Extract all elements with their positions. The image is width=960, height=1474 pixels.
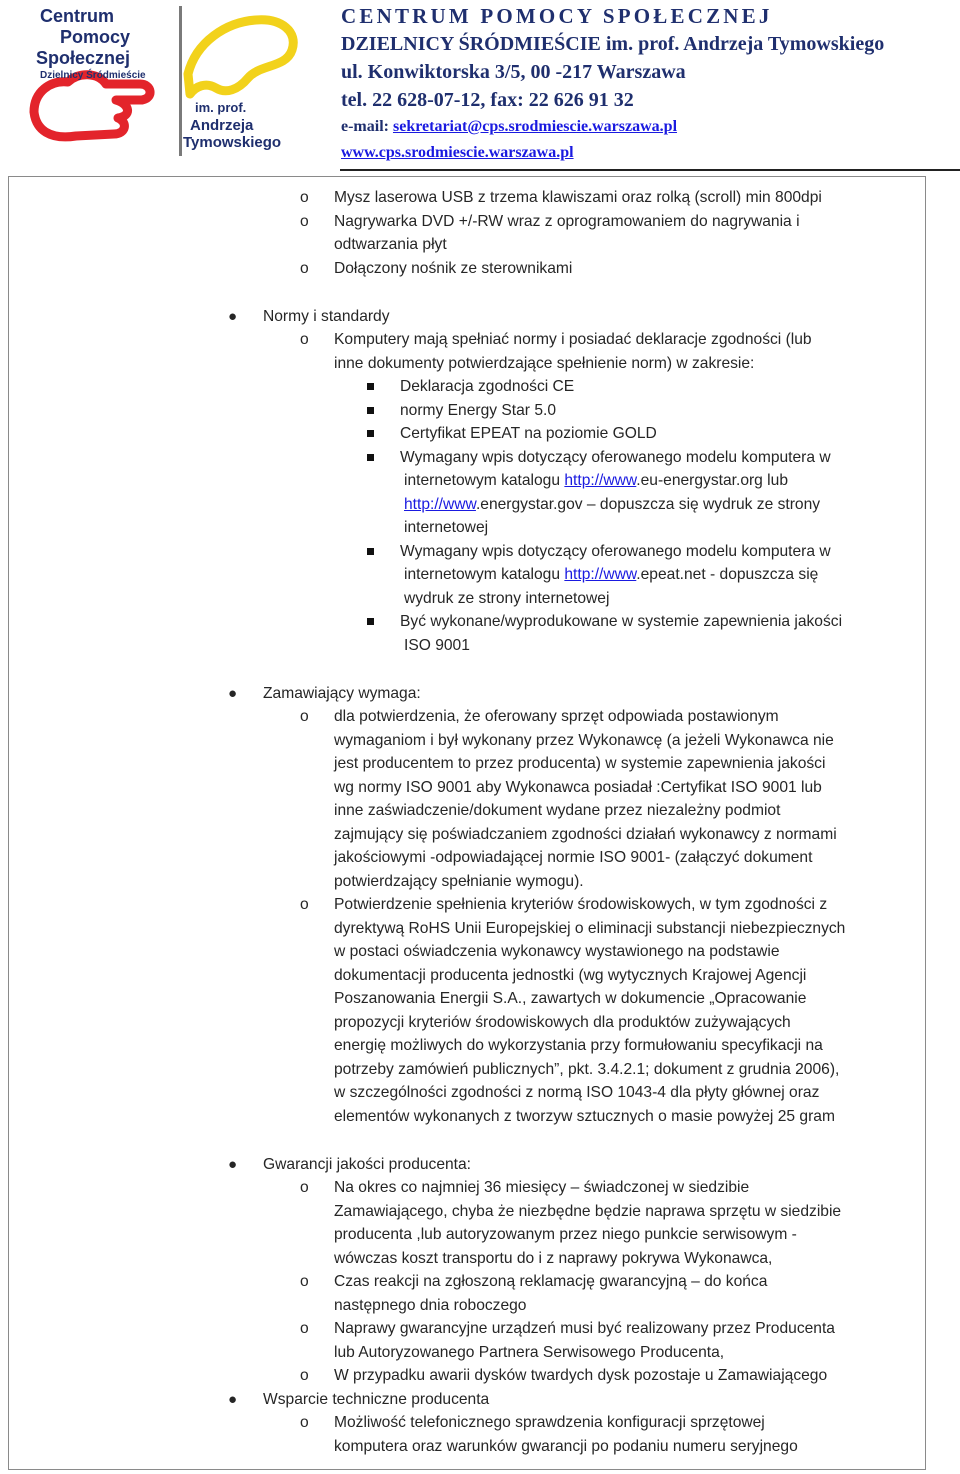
list-item-cont: wg normy ISO 9001 aby Wykonawca posiadał :Certyfikat ISO 9001 lub <box>334 778 822 796</box>
bullet-circle-icon: o <box>300 1367 309 1384</box>
institution-address <box>341 2 951 166</box>
sub-list-item: Wymagany wpis dotyczący oferowanego modelu komputera w <box>0 540 960 564</box>
list-item-cont: zajmujący się poświadczaniem zgodności działań wykonawcy z normami <box>334 825 837 843</box>
square-bullet-icon <box>367 383 374 390</box>
list-item-cont: komputera oraz warunków gwarancji po podaniu numeru seryjnego <box>334 1437 798 1455</box>
list-item: o W przypadku awarii dysków twardych dysk pozostaje u Zamawiającego <box>0 1364 960 1388</box>
institution-phone: tel. 22 628-07-12, fax: 22 626 91 32 <box>341 89 634 111</box>
list-item: o Potwierdzenie spełnienia kryteriów środowiskowych, w tym zgodności z <box>0 893 960 917</box>
energystar-gov-link[interactable]: http://www <box>404 495 476 513</box>
bullet-circle-icon: o <box>300 1273 309 1290</box>
square-bullet-icon <box>367 548 374 555</box>
bullet-dot-icon: ● <box>228 684 238 702</box>
sub-list-item-cont: internetowej <box>404 519 489 536</box>
bullet-circle-icon: o <box>300 1320 309 1337</box>
sub-list-item: Wymagany wpis dotyczący oferowanego modelu komputera w <box>0 446 960 470</box>
cps-logo <box>20 2 325 162</box>
institution-email: e-mail: sekretariat@cps.srodmiescie.warszawa.pl <box>341 118 678 135</box>
list-item: o dla potwierdzenia, że oferowany sprzęt odpowiada postawionym <box>0 705 960 729</box>
sub-list-item: normy Energy Star 5.0 <box>0 399 960 423</box>
email-link[interactable]: sekretariat@cps.srodmiescie.warszawa.pl <box>392 118 678 135</box>
list-item-cont: następnego dnia roboczego <box>334 1296 527 1314</box>
list-item-cont: w szczególności zgodności z normą ISO 1043-4 dla płyty głównej oraz <box>334 1084 820 1101</box>
logo-graphic <box>20 2 325 162</box>
section-heading-orderer: ● Zamawiający wymaga: <box>0 682 960 706</box>
square-bullet-icon <box>367 454 374 461</box>
sub-list-item-cont: ISO 9001 <box>404 636 470 654</box>
square-bullet-icon <box>367 430 374 437</box>
list-item: o Możliwość telefonicznego sprawdzenia konfiguracji sprzętowej <box>0 1411 960 1435</box>
list-item-cont: wymaganiom i był wykonany przez Wykonawcę (a jeżeli Wykonawca nie <box>334 731 834 749</box>
energystar-eu-link[interactable]: http://www <box>564 472 637 489</box>
list-item-cont: jakościowymi -odpowiadającej normie ISO 9001- (załączyć dokument <box>334 849 813 866</box>
sub-list-item-cont: internetowym katalogu http://www.eu-energystar.org lub <box>404 472 788 489</box>
svg-text:Pomocy: Pomocy <box>60 27 131 47</box>
bullet-dot-icon: ● <box>228 1155 238 1173</box>
list-item-cont: dokumentacji producenta jednostki (wg wytycznych Krajowej Agencji <box>334 966 807 984</box>
list-item-cont: Zamawiającego, chyba że niezbędne będzie naprawa sprzętu w siedzibie <box>334 1202 842 1220</box>
bullet-circle-icon: o <box>300 896 309 913</box>
list-item-cont: jest producentem to przez producenta) w systemie zapewnienia jakości <box>334 755 826 772</box>
svg-text:Andrzeja: Andrzeja <box>190 117 254 134</box>
list-item-cont: energię możliwych do wykorzystania przy formułowaniu specyfikacji na <box>334 1037 823 1054</box>
sub-list-item: Deklaracja zgodności CE <box>0 375 960 399</box>
website-link[interactable]: www.cps.srodmiescie.warszawa.pl <box>341 144 574 161</box>
list-item-cont: elementów wykonanych z tworzyw sztucznych o masie powyżej 25 gram <box>334 1107 835 1125</box>
bullet-circle-icon: o <box>300 212 309 230</box>
list-item-cont: potwierdzający spełnianie wymogu). <box>334 872 584 890</box>
square-bullet-icon <box>367 618 374 625</box>
list-item-cont: propozycji kryteriów środowiskowych dla produktów zużywających <box>334 1013 791 1031</box>
list-item: o Mysz laserowa USB z trzema klawiszami oraz rolką (scroll) min 800dpi <box>0 186 960 210</box>
list-item: o Dołączony nośnik ze sterownikami <box>0 257 960 281</box>
list-item-cont: wówczas koszt transportu do i z naprawy pokrywa Wykonawca, <box>334 1249 773 1267</box>
list-item-cont: inne dokumenty potwierdzające spełnienie norm) w zakresie: <box>334 354 755 372</box>
list-item: o Naprawy gwarancyjne urządzeń musi być realizowany przez Producenta <box>0 1317 960 1341</box>
bullet-circle-icon: o <box>300 189 309 206</box>
sub-list-item: Być wykonane/wyprodukowane w systemie zapewnienia jakości <box>0 610 960 634</box>
document-body <box>0 186 960 1458</box>
list-item-cont: w postaci oświadczenia wykonawcy wystawionego na podstawie <box>334 943 780 960</box>
bullet-circle-icon: o <box>300 708 309 725</box>
sub-list-item: Certyfikat EPEAT na poziomie GOLD <box>0 422 960 446</box>
list-item-cont: lub Autoryzowanego Partnera Serwisowego Producenta, <box>334 1343 725 1361</box>
sub-list-item-cont: wydruk ze strony internetowej <box>404 589 610 607</box>
svg-text:im. prof.: im. prof. <box>195 100 247 115</box>
bullet-circle-icon: o <box>300 1414 309 1431</box>
bullet-circle-icon: o <box>300 1179 309 1196</box>
list-item: o Nagrywarka DVD +/-RW wraz z oprogramowaniem do nagrywania i <box>0 210 960 234</box>
list-item: o Komputery mają spełniać normy i posiadać deklaracje zgodności (lub <box>0 328 960 352</box>
square-bullet-icon <box>367 407 374 414</box>
section-heading-support: ● Wsparcie techniczne producenta <box>0 1388 960 1412</box>
header-divider <box>340 169 960 171</box>
svg-text:Dzielnicy Śródmieście: Dzielnicy Śródmieście <box>40 70 146 81</box>
svg-text:Centrum: Centrum <box>40 6 115 26</box>
sub-list-item-cont: internetowym katalogu http://www.epeat.net - dopuszcza się <box>404 566 819 583</box>
bullet-circle-icon: o <box>300 331 309 348</box>
section-heading-warranty: ● Gwarancji jakości producenta: <box>0 1153 960 1177</box>
list-item: o Czas reakcji na zgłoszoną reklamację gwarancyjną – do końca <box>0 1270 960 1294</box>
institution-street: ul. Konwiktorska 3/5, 00 -217 Warszawa <box>341 61 686 83</box>
bullet-circle-icon: o <box>300 259 309 277</box>
list-item-cont: producenta ,lub autoryzowanym przez niego punkcie serwisowym - <box>334 1226 797 1243</box>
svg-text:Społecznej: Społecznej <box>36 48 131 68</box>
letterhead <box>0 0 960 172</box>
institution-name: CENTRUM POMOCY SPOŁECZNEJ <box>341 4 773 28</box>
list-item-cont: dyrektywą RoHS Unii Europejskiej o eliminacji substancji niebezpiecznych <box>334 919 846 937</box>
institution-website <box>341 140 951 166</box>
list-item: o Na okres co najmniej 36 miesięcy – świadczonej w siedzibie <box>0 1176 960 1200</box>
bullet-dot-icon: ● <box>228 307 238 325</box>
bullet-dot-icon: ● <box>228 1390 238 1408</box>
list-item-cont: odtwarzania płyt <box>334 236 447 253</box>
list-item-cont: inne zaświadczenie/dokument wydane przez niezależny podmiot <box>334 802 781 819</box>
svg-text:Tymowskiego: Tymowskiego <box>183 134 282 151</box>
sub-list-item-cont: http://www.energystar.gov – dopuszcza się wydruk ze strony <box>404 495 821 513</box>
institution-district: DZIELNICY ŚRÓDMIEŚCIE im. prof. Andrzeja Tymowskiego <box>341 33 885 55</box>
list-item-cont: Poszanowania Energii S.A., zawartych w dokumencie „Opracowanie <box>334 990 807 1007</box>
epeat-link[interactable]: http://www <box>564 566 637 583</box>
section-heading-norms: ● Normy i standardy <box>0 305 960 329</box>
list-item-cont: potrzeby zamówień publicznych”, pkt. 3.4.2.1; dokument z grudnia 2006), <box>334 1060 840 1078</box>
